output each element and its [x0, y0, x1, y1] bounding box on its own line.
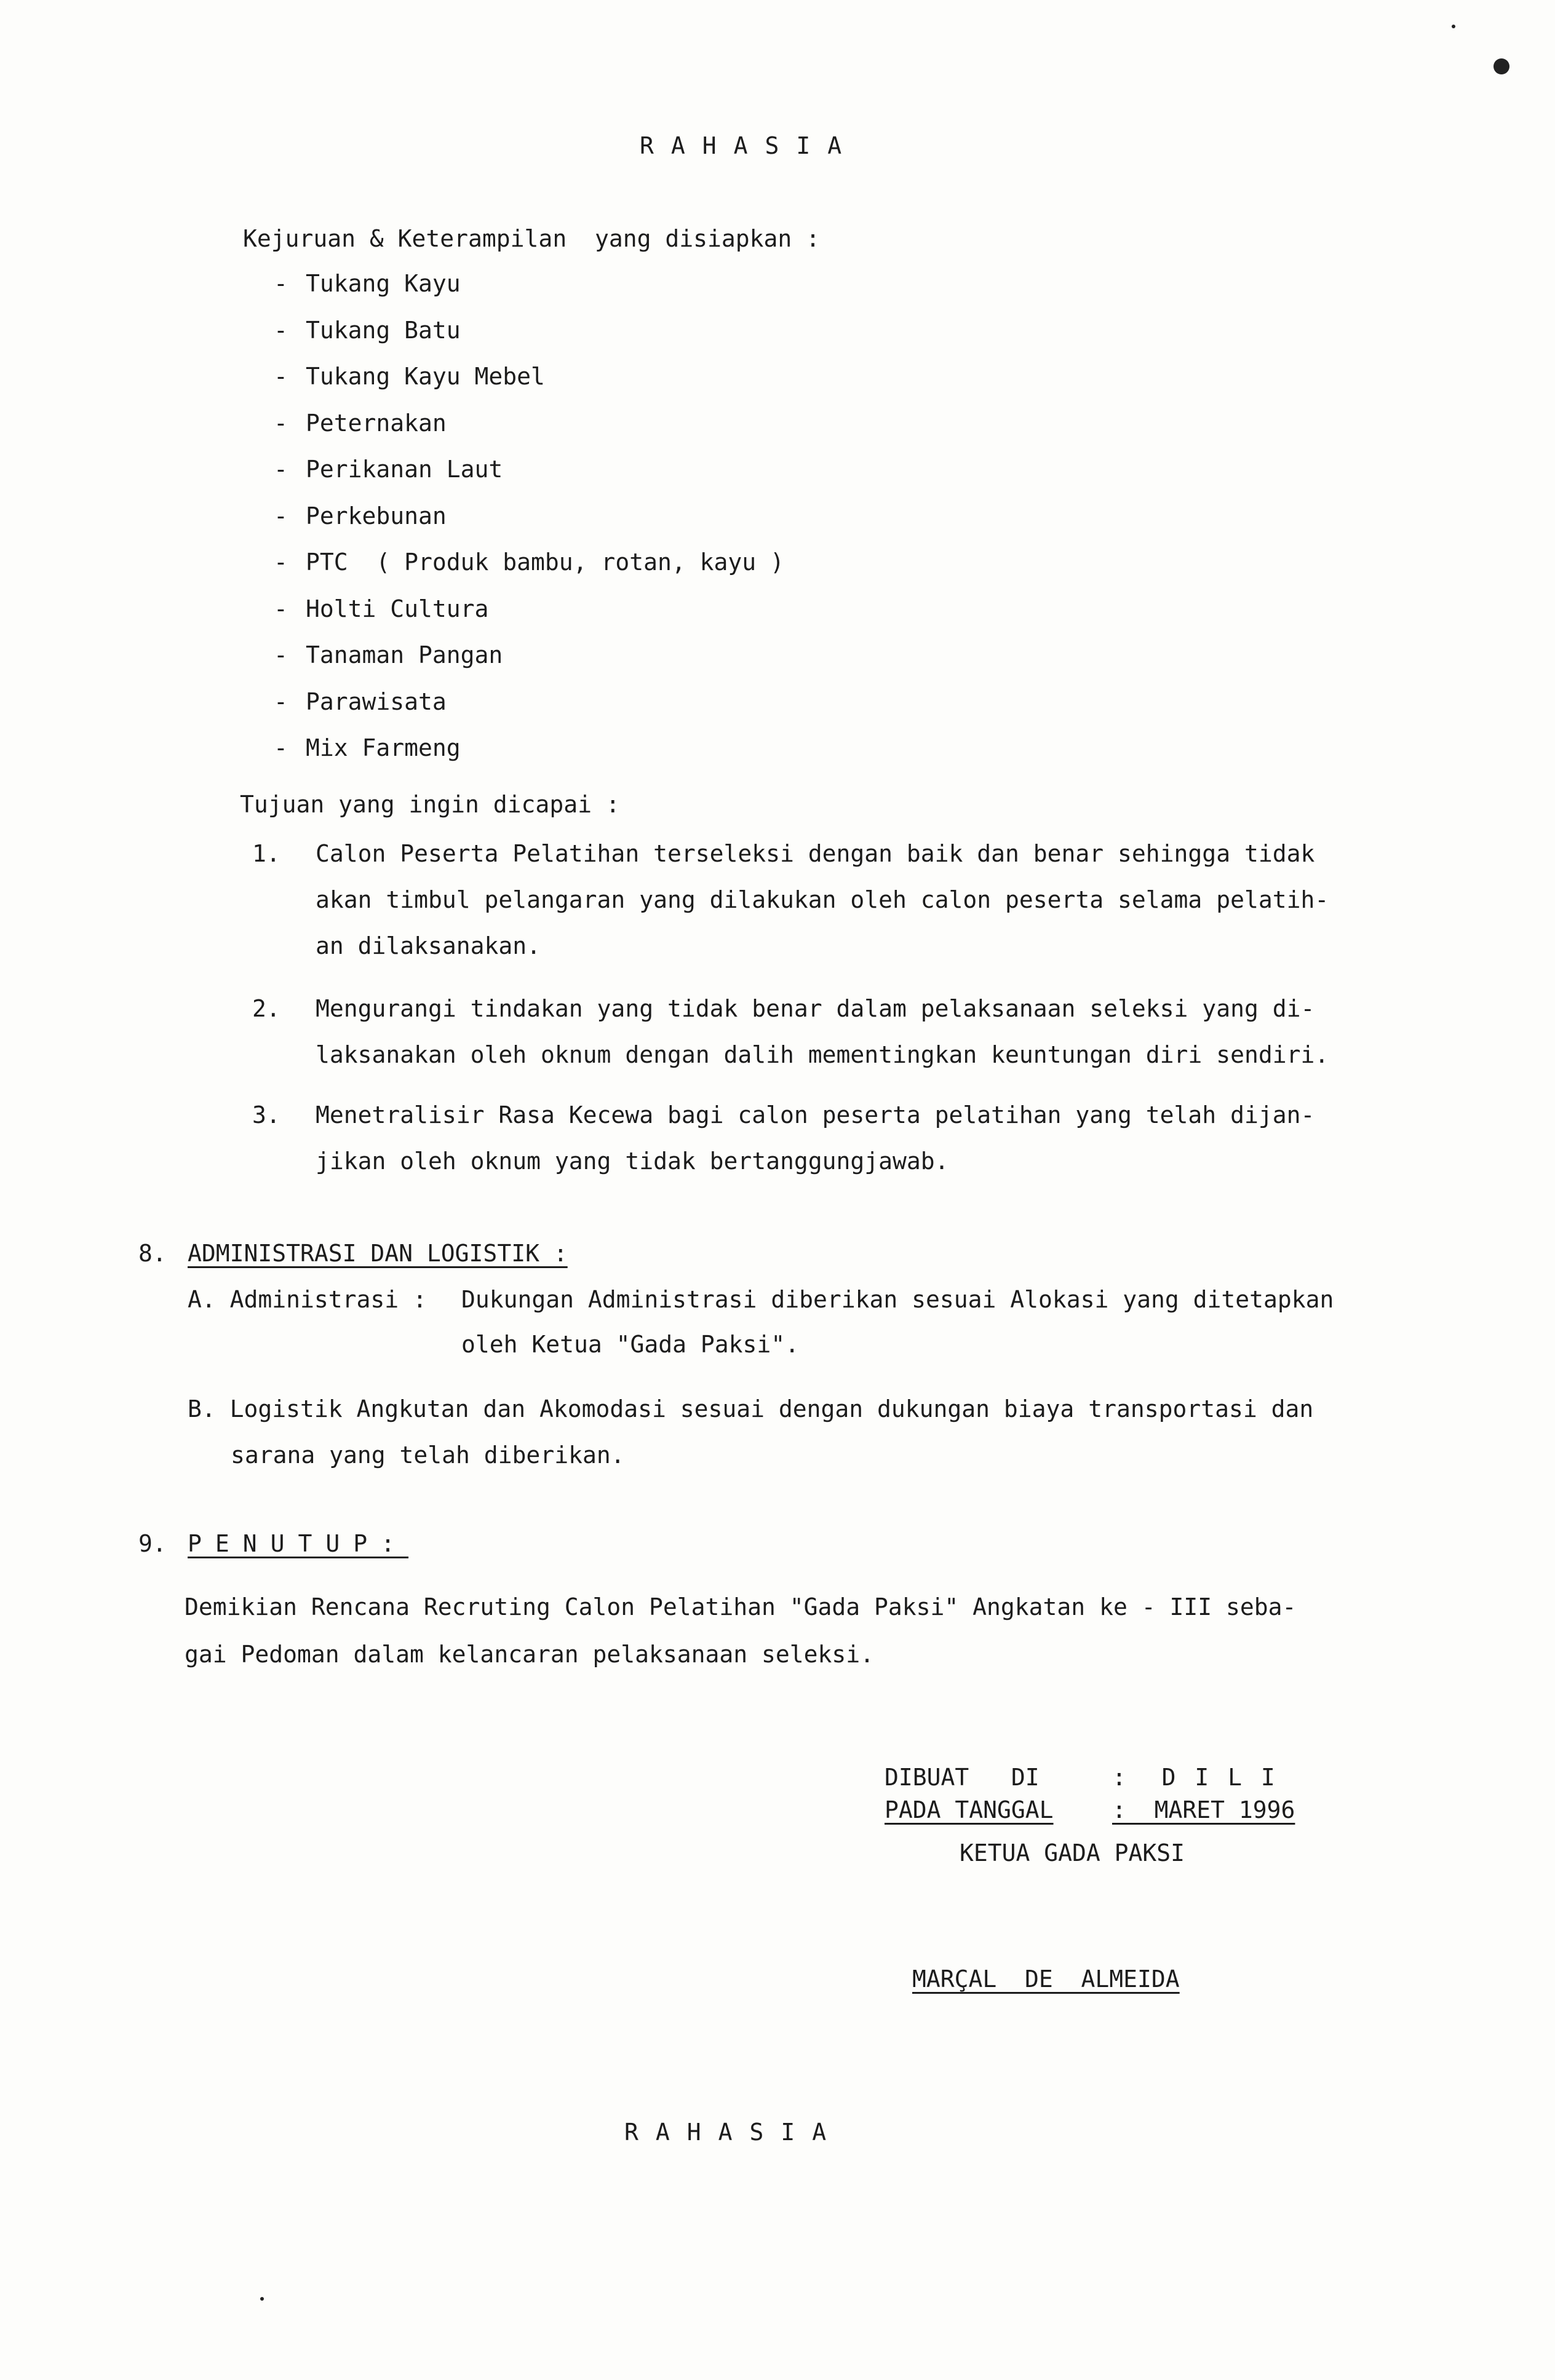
kejuruan-item: Tanaman Pangan — [306, 641, 503, 668]
kejuruan-title: Kejuruan & Keterampilan yang disiapkan : — [243, 225, 820, 252]
tanggal-value: : MARET 1996 — [1112, 1796, 1295, 1823]
tujuan-item-line: Menetralisir Rasa Kecewa bagi calon peserta pelatihan yang telah dijan- — [316, 1101, 1315, 1129]
kejuruan-item: Parawisata — [306, 688, 447, 715]
section8-b-line: B. Logistik Angkutan dan Akomodasi sesuai dengan dukungan biaya transportasi dan — [188, 1395, 1314, 1422]
tujuan-title: Tujuan yang ingin dicapai : — [240, 791, 620, 818]
section8-number: 8. — [138, 1240, 167, 1267]
kejuruan-item: Mix Farmeng — [306, 734, 461, 761]
kejuruan-item: Tukang Batu — [306, 316, 461, 344]
section8-a-label: A. Administrasi : — [188, 1286, 427, 1313]
dibuat-value: : D I L I — [1112, 1764, 1278, 1791]
section9-line: Demikian Rencana Recruting Calon Pelatihan "Gada Paksi" Angkatan ke - III seba- — [185, 1593, 1297, 1620]
tujuan-item-line: jikan oleh oknum yang tidak bertanggungjawab. — [316, 1148, 949, 1175]
list-bullet: - — [274, 549, 288, 576]
list-bullet: - — [274, 456, 288, 483]
header-classification-top: RAHASIA — [640, 132, 859, 159]
kejuruan-item: Tukang Kayu — [306, 270, 461, 297]
list-bullet: - — [274, 595, 288, 622]
tujuan-item-line: Calon Peserta Pelatihan terseleksi dengan baik dan benar sehingga tidak — [316, 840, 1315, 867]
list-bullet: - — [274, 270, 288, 297]
list-bullet: - — [274, 409, 288, 437]
section9-number: 9. — [138, 1530, 167, 1557]
kejuruan-item: Peternakan — [306, 409, 447, 437]
list-bullet: - — [274, 688, 288, 715]
tanggal-label: PADA TANGGAL — [885, 1796, 1054, 1823]
kejuruan-item: PTC ( Produk bambu, rotan, kayu ) — [306, 549, 784, 576]
list-bullet: - — [274, 363, 288, 390]
kejuruan-item: Tukang Kayu Mebel — [306, 363, 545, 390]
list-bullet: - — [274, 734, 288, 761]
tujuan-item-line: Mengurangi tindakan yang tidak benar dalam pelaksanaan seleksi yang di- — [316, 995, 1315, 1022]
section8-a-line: oleh Ketua "Gada Paksi". — [461, 1331, 800, 1358]
tujuan-item-number: 1. — [252, 840, 280, 867]
section8-title: ADMINISTRASI DAN LOGISTIK : — [188, 1240, 568, 1267]
kejuruan-item: Perikanan Laut — [306, 456, 503, 483]
tujuan-item-line: laksanakan oleh oknum dengan dalih mementingkan keuntungan diri sendiri. — [316, 1041, 1329, 1068]
tujuan-item-number: 2. — [252, 995, 280, 1022]
kejuruan-item: Perkebunan — [306, 502, 447, 530]
dibuat-label: DIBUAT DI — [885, 1764, 1040, 1791]
list-bullet: - — [274, 641, 288, 668]
section8-b-line: sarana yang telah diberikan. — [231, 1442, 625, 1469]
tujuan-item-line: an dilaksanakan. — [316, 932, 541, 959]
header-classification-bottom: RAHASIA — [624, 2119, 844, 2146]
kejuruan-item: Holti Cultura — [306, 595, 489, 622]
list-bullet: - — [274, 502, 288, 530]
tujuan-item-line: akan timbul pelangaran yang dilakukan oleh calon peserta selama pelatih- — [316, 886, 1329, 913]
section9-line: gai Pedoman dalam kelancaran pelaksanaan seleksi. — [185, 1641, 875, 1668]
scan-speck — [1493, 58, 1509, 74]
list-bullet: - — [274, 316, 288, 344]
signer-name: MARÇAL DE ALMEIDA — [912, 1965, 1180, 1993]
scan-speck — [1452, 25, 1455, 28]
section8-a-line: Dukungan Administrasi diberikan sesuai Alokasi yang ditetapkan — [461, 1286, 1334, 1313]
scan-speck — [260, 2297, 264, 2301]
section9-title: PENUTUP: — [188, 1530, 409, 1557]
signer-role: KETUA GADA PAKSI — [960, 1839, 1185, 1866]
tujuan-item-number: 3. — [252, 1101, 280, 1129]
